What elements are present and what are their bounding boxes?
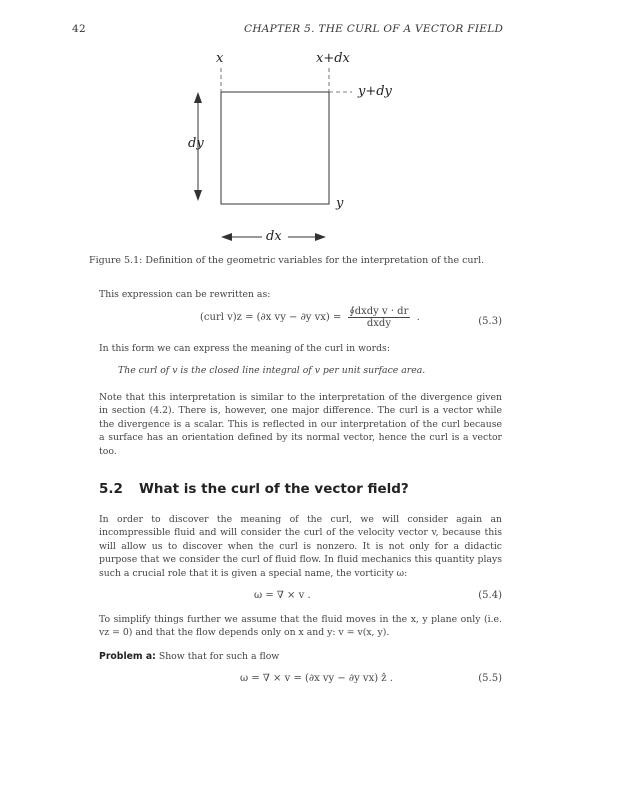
dx-arrow-right-head [315, 233, 326, 241]
equation-number-5-3: (5.3) [478, 316, 502, 327]
label-x-plus-dx: x+dx [316, 51, 350, 66]
note-paragraph: Note that this interpretation is similar to the interpretation of the divergence given in section (4.2). There is, however, one major difference. The curl is a vector while the divergence is a scalar. This is reflected in our interpretation of the curl because a surface has an orientation defined by its normal vector, hence the curl is a vector too. [99, 392, 502, 457]
area-element-square [221, 92, 329, 204]
section-paragraph-2: To simplify things further we assume that the fluid moves in the x, y plane only (i.e. vz = 0) and that the flow depends only on x and y: v = v(x, y). [99, 614, 502, 639]
eq-5-3-lhs: (curl v)z = (∂x vy − ∂y vx) = [200, 312, 342, 323]
dy-arrow-up-head [194, 92, 202, 103]
equation-number-5-5: (5.5) [478, 673, 502, 684]
equation-5-5: ω = ∇ × v = (∂x vy − ∂y vx) ẑ . [240, 673, 393, 684]
problem-label: Problem a: [99, 651, 156, 662]
equation-number-5-4: (5.4) [478, 590, 502, 601]
words-intro: In this form we can express the meaning of the curl in words: [99, 343, 390, 354]
page-number: 42 [72, 23, 86, 35]
dx-arrow-left-head [221, 233, 232, 241]
equation-5-4: ω = ∇ × v . [254, 590, 311, 601]
curl-statement: The curl of v is the closed line integral of v per unit surface area. [118, 365, 426, 376]
figure-diagram [0, 0, 617, 260]
eq-5-3-denominator: dxdy [366, 318, 391, 329]
dy-arrow-down-head [194, 190, 202, 201]
section-heading [99, 481, 409, 497]
figure-caption: Figure 5.1: Definition of the geometric variables for the interpretation of the curl. [89, 255, 485, 266]
eq-5-3-fraction [348, 306, 411, 329]
section-title: What is the curl of the vector field? [139, 481, 409, 497]
label-dx: dx [266, 229, 282, 244]
eq-5-3-numerator: ∮dxdy v · dr [349, 306, 409, 317]
problem-text: Show that for such a flow [158, 651, 280, 662]
label-y: y [336, 196, 344, 211]
section-number: 5.2 [99, 481, 123, 497]
problem-a [99, 650, 502, 663]
label-y-plus-dy: y+dy [358, 84, 392, 99]
eq-5-3-end: . [416, 312, 420, 323]
label-x: x [216, 51, 224, 66]
running-title: CHAPTER 5. THE CURL OF A VECTOR FIELD [244, 23, 504, 35]
label-dy: dy [188, 136, 204, 151]
intro-text: This expression can be rewritten as: [99, 289, 271, 300]
equation-5-3 [200, 306, 440, 329]
section-paragraph-1: In order to discover the meaning of the curl, we will consider again an incompressible fluid and will consider the curl of the velocity vector v, because this will allow us to discover when the curl is nonzero. It is not only for a didactic purpose that we consider the curl of fluid flow. In fluid mechanics this quantity plays such a crucial role that it is given a special name, the vorticity ω: [99, 514, 502, 579]
